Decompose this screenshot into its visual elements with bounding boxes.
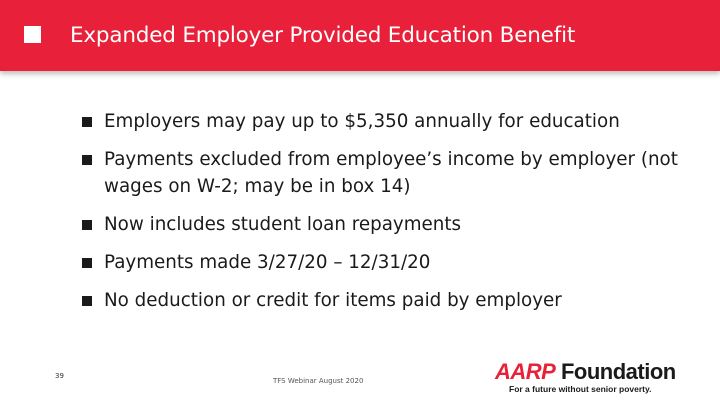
bullet-item xyxy=(82,211,682,238)
bullet-list xyxy=(82,108,682,325)
bullet-text: Payments made 3/27/20 – 12/31/20 xyxy=(104,252,431,273)
bullet-square-icon xyxy=(82,296,92,306)
bullet-text: Employers may pay up to $5,350 annually for education xyxy=(104,111,620,132)
bullet-item xyxy=(82,108,682,135)
header-square-icon xyxy=(24,26,41,43)
bullet-text: Payments excluded from employee’s income by employer (not wages on W-2; may be in box 14) xyxy=(104,149,678,197)
bullet-square-icon xyxy=(82,155,92,165)
logo-word: Foundation xyxy=(560,359,676,384)
logo-brand: AARP xyxy=(495,359,556,384)
bullet-text: Now includes student loan repayments xyxy=(104,214,462,235)
bullet-item xyxy=(82,287,682,314)
bullet-square-icon xyxy=(82,117,92,127)
bullet-item xyxy=(82,146,682,200)
slide-title: Expanded Employer Provided Education Benefit xyxy=(70,23,576,48)
slide-header-bar xyxy=(0,0,720,71)
bullet-item xyxy=(82,249,682,276)
bullet-square-icon xyxy=(82,258,92,268)
aarp-foundation-logo xyxy=(495,360,695,402)
logo-wordmark xyxy=(495,360,695,384)
footer-text: TFS Webinar August 2020 xyxy=(273,377,364,385)
bullet-text: No deduction or credit for items paid by employer xyxy=(104,290,562,311)
slide-number: 39 xyxy=(55,372,64,380)
logo-tagline: For a future without senior poverty. xyxy=(509,384,652,394)
bullet-square-icon xyxy=(82,220,92,230)
